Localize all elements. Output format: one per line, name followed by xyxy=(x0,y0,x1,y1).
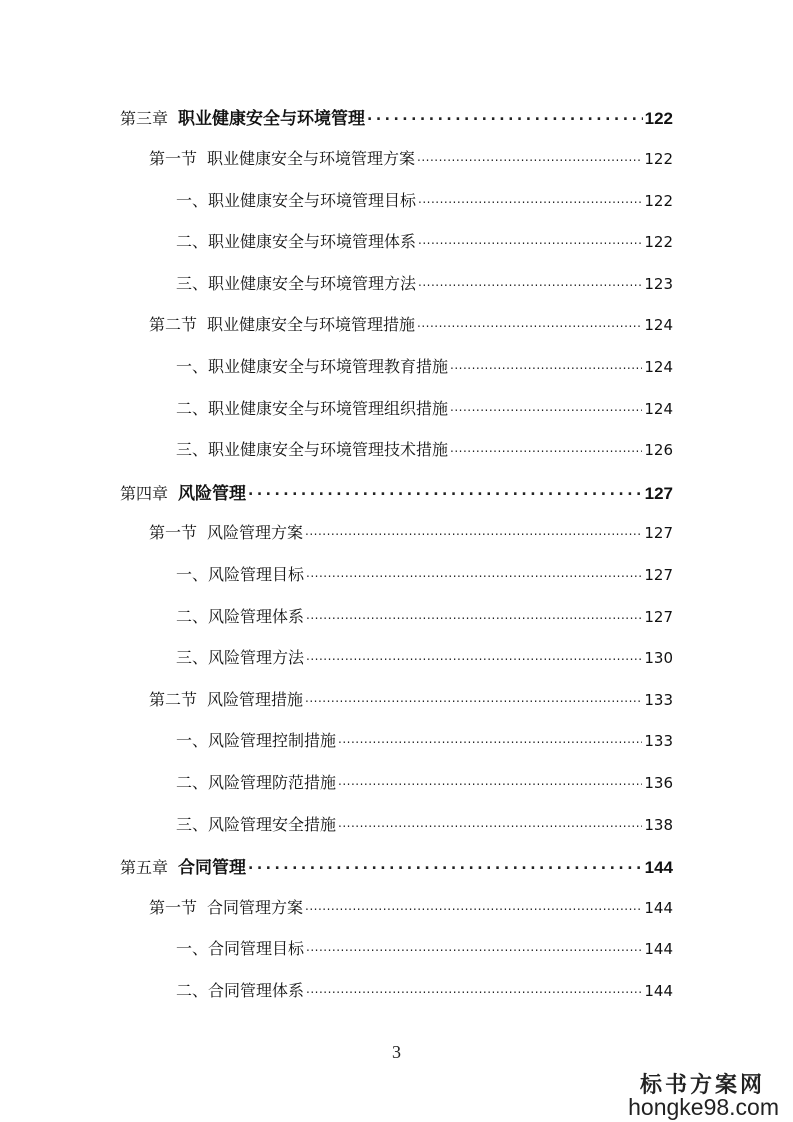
toc-entry-page: 122 xyxy=(644,150,673,168)
toc-entry[interactable] xyxy=(149,146,673,170)
toc-entry[interactable] xyxy=(176,229,673,253)
toc-entry-title: 二、风险管理体系 xyxy=(176,607,305,626)
watermark-url: hongke98.com xyxy=(628,1094,779,1120)
toc-entry-title: 一、职业健康安全与环境管理教育措施 xyxy=(176,357,449,376)
watermark-title: 标书方案网 xyxy=(639,1072,765,1098)
toc-dot-leader xyxy=(306,647,642,663)
toc-entry[interactable] xyxy=(176,396,673,420)
toc-entry-title: 二、职业健康安全与环境管理组织措施 xyxy=(176,399,449,418)
toc-entry[interactable] xyxy=(176,978,673,1002)
toc-entry-page: 122 xyxy=(644,192,673,210)
toc-dot-leader xyxy=(418,273,642,289)
toc-entry-title: 二、风险管理防范措施 xyxy=(176,773,337,792)
toc-entry-page: 136 xyxy=(644,774,673,792)
toc-entry[interactable] xyxy=(149,895,673,919)
toc-entry-page: 127 xyxy=(644,524,673,542)
toc-entry-title: 三、职业健康安全与环境管理方法 xyxy=(176,274,417,293)
toc-dot-leader xyxy=(450,398,642,414)
toc-entry[interactable] xyxy=(149,687,673,711)
toc-entry-page: 133 xyxy=(644,691,673,709)
toc-entry-page: 144 xyxy=(644,899,673,917)
toc-entry-page: 144 xyxy=(644,858,673,877)
toc-entry[interactable] xyxy=(149,312,673,336)
toc-dot-leader xyxy=(306,980,642,996)
toc-entry-page: 127 xyxy=(644,608,673,626)
toc-entry-title: 二、合同管理体系 xyxy=(176,981,305,1000)
toc-entry-title: 第三章 职业健康安全与环境管理 xyxy=(120,109,366,129)
page-number: 3 xyxy=(392,1042,401,1062)
toc-entry-title: 一、职业健康安全与环境管理目标 xyxy=(176,191,417,210)
toc-entry-title: 三、风险管理安全措施 xyxy=(176,815,337,834)
toc-entry-page: 127 xyxy=(644,566,673,584)
toc-entry[interactable] xyxy=(176,271,673,295)
toc-dot-leader xyxy=(417,148,642,164)
toc-entry[interactable] xyxy=(176,562,673,586)
toc-entry[interactable] xyxy=(176,437,673,461)
toc-entry[interactable] xyxy=(120,104,673,128)
toc-entry-page: 133 xyxy=(644,732,673,750)
toc-entry-title: 一、风险管理控制措施 xyxy=(176,731,337,750)
toc-entry[interactable] xyxy=(176,812,673,836)
toc-entry-title: 一、风险管理目标 xyxy=(176,565,305,584)
toc-entry-page: 124 xyxy=(644,316,673,334)
toc-dot-leader xyxy=(367,107,643,124)
toc-entry-page: 124 xyxy=(644,358,673,376)
toc-dot-leader xyxy=(338,814,642,830)
toc-entry-title: 第一节 风险管理方案 xyxy=(149,523,304,542)
toc-entry-page: 122 xyxy=(644,109,673,128)
toc-entry-page: 130 xyxy=(644,649,673,667)
toc-entry[interactable] xyxy=(176,354,673,378)
toc-dot-leader xyxy=(338,772,642,788)
toc-entry-page: 122 xyxy=(644,233,673,251)
toc-dot-leader xyxy=(305,522,642,538)
toc-dot-leader xyxy=(305,897,642,913)
toc-entry[interactable] xyxy=(176,604,673,628)
toc-entry-page: 144 xyxy=(644,940,673,958)
toc-dot-leader xyxy=(418,231,642,247)
toc-entry-title: 第二节 风险管理措施 xyxy=(149,690,304,709)
toc-entry-page: 126 xyxy=(644,441,673,459)
toc-entry[interactable] xyxy=(120,853,673,877)
toc-entry-title: 三、风险管理方法 xyxy=(176,648,305,667)
toc-entry-title: 第一节 合同管理方案 xyxy=(149,898,304,917)
toc-entry[interactable] xyxy=(120,479,673,503)
toc-dot-leader xyxy=(306,564,642,580)
toc-dot-leader xyxy=(450,356,642,372)
toc-entry[interactable] xyxy=(176,645,673,669)
toc-entry-page: 127 xyxy=(644,484,673,503)
toc-entry-title: 一、合同管理目标 xyxy=(176,939,305,958)
toc-dot-leader xyxy=(450,439,642,455)
toc-entry-page: 138 xyxy=(644,816,673,834)
toc-entry[interactable] xyxy=(176,770,673,794)
toc-dot-leader xyxy=(305,689,642,705)
toc-entry-title: 三、职业健康安全与环境管理技术措施 xyxy=(176,440,449,459)
toc-dot-leader xyxy=(248,856,643,873)
toc-dot-leader xyxy=(338,730,642,746)
toc-dot-leader xyxy=(306,606,642,622)
toc-dot-leader xyxy=(306,938,642,954)
toc-dot-leader xyxy=(417,314,642,330)
toc-dot-leader xyxy=(248,482,643,499)
toc-entry-title: 第五章 合同管理 xyxy=(120,858,247,878)
toc-entry-page: 124 xyxy=(644,400,673,418)
toc-entry[interactable] xyxy=(149,520,673,544)
toc-entry[interactable] xyxy=(176,188,673,212)
toc-entry[interactable] xyxy=(176,728,673,752)
toc-entry-title: 第一节 职业健康安全与环境管理方案 xyxy=(149,149,416,168)
toc-entry-title: 第四章 风险管理 xyxy=(120,484,247,504)
toc-entry-page: 144 xyxy=(644,982,673,1000)
toc-dot-leader xyxy=(418,190,642,206)
toc-entry-title: 第二节 职业健康安全与环境管理措施 xyxy=(149,315,416,334)
toc-entry-title: 二、职业健康安全与环境管理体系 xyxy=(176,232,417,251)
toc-entry-page: 123 xyxy=(644,275,673,293)
toc-entry[interactable] xyxy=(176,936,673,960)
